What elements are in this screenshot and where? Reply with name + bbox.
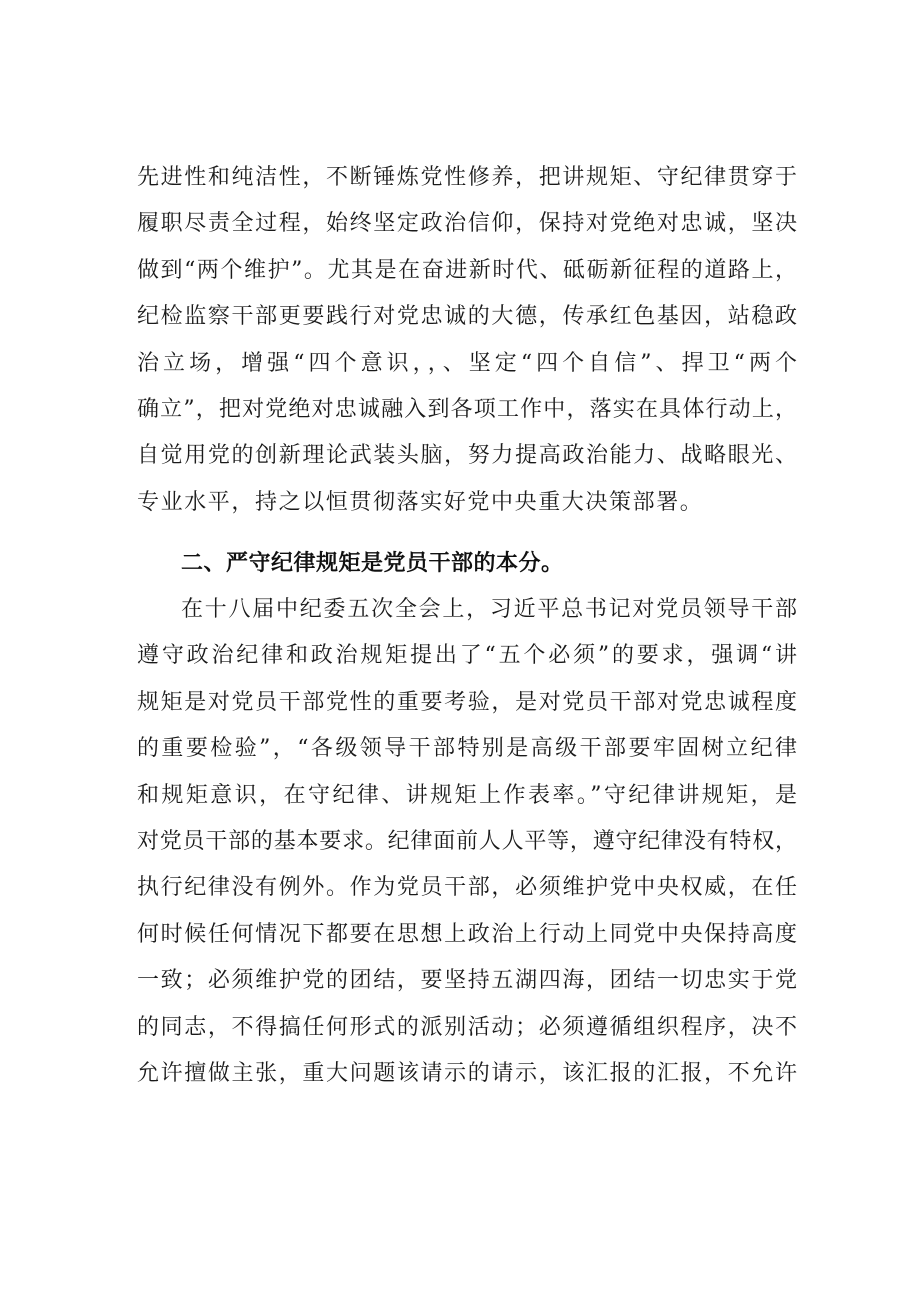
text-line: 纪检监察干部更要践行对党忠诚的大德，传承红色基因，站稳政 bbox=[137, 304, 797, 330]
text-line: 先进性和纯洁性，不断锤炼党性修养，把讲规矩、守纪律贯穿于 bbox=[137, 165, 797, 190]
text-line: 对党员干部的基本要求。纪律面前人人平等，遵守纪律没有特权， bbox=[137, 828, 797, 854]
text-line: 确立”，把对党绝对忠诚融入到各项工作中，落实在具体行动上， bbox=[137, 396, 797, 422]
text-line: 何时候任何情况下都要在思想上政治上行动上同党中央保持高度 bbox=[137, 921, 797, 947]
text-line: 在十八届中纪委五次全会上，习近平总书记对党员领导干部 bbox=[181, 597, 797, 622]
text-line: 专业水平，持之以恒贯彻落实好党中央重大决策部署。 bbox=[137, 489, 704, 515]
section-heading: 二、严守纪律规矩是党员干部的本分。 bbox=[181, 551, 564, 576]
text-line: 遵守政治纪律和政治规矩提出了“五个必须”的要求，强调“讲 bbox=[137, 643, 797, 669]
text-line: 做到“两个维护”。尤其是在奋进新时代、砥砺新征程的道路上， bbox=[137, 257, 797, 283]
paragraph-discipline bbox=[137, 587, 797, 1097]
text-line: 允许擅做主张，重大问题该请示的请示，该汇报的汇报，不允许 bbox=[137, 1060, 797, 1086]
text-line: 治立场，增强“四个意识，，、坚定“四个自信”、捍卫“两个 bbox=[137, 350, 797, 376]
text-line: 和规矩意识，在守纪律、讲规矩上作表率。”守纪律讲规矩，是 bbox=[137, 782, 797, 808]
text-line: 的同志，不得搞任何形式的派别活动；必须遵循组织程序，决不 bbox=[137, 1014, 797, 1040]
text-line: 规矩是对党员干部党性的重要考验，是对党员干部对党忠诚程度 bbox=[137, 689, 797, 715]
text-line: 一致；必须维护党的团结，要坚持五湖四海，团结一切忠实于党 bbox=[137, 968, 797, 994]
text-line: 自觉用党的创新理论武装头脑，努力提高政治能力、战略眼光、 bbox=[137, 443, 797, 469]
paragraph-continuation bbox=[137, 155, 797, 526]
text-line: 执行纪律没有例外。作为党员干部，必须维护党中央权威，在任 bbox=[137, 875, 797, 901]
text-line: 的重要检验”，“各级领导干部特别是高级干部要牢固树立纪律 bbox=[137, 736, 797, 762]
text-line: 履职尽责全过程，始终坚定政治信仰，保持对党绝对忠诚，坚决 bbox=[137, 211, 797, 237]
